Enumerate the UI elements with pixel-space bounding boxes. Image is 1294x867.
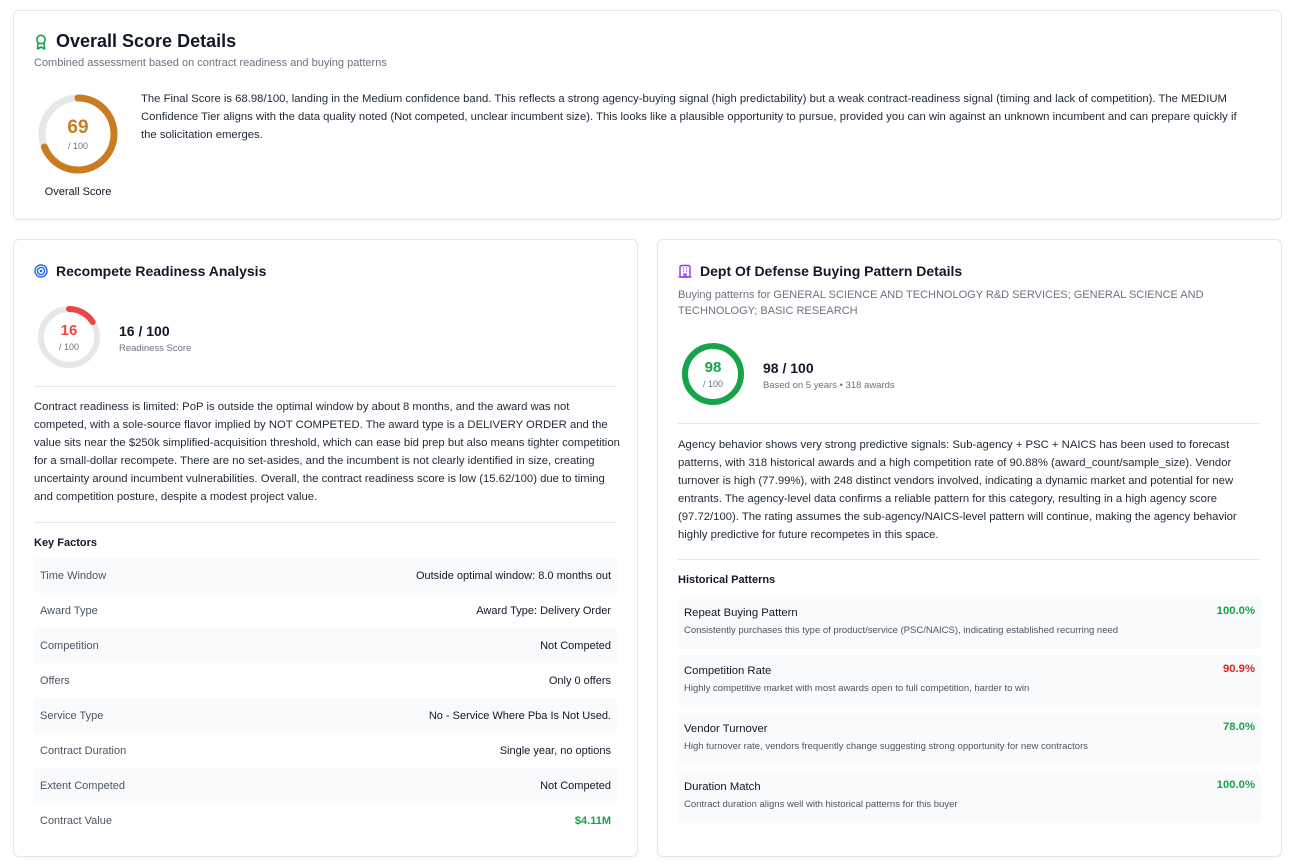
factor-label: Contract Duration — [40, 744, 127, 757]
agency-score-ring — [682, 343, 744, 405]
factor-label: Award Type — [40, 604, 98, 617]
readiness-card — [13, 239, 638, 857]
readiness-score-ring — [38, 306, 100, 368]
pattern-title: Duration Match — [684, 781, 761, 793]
target-icon — [34, 264, 48, 278]
key-factor-row — [34, 733, 617, 768]
overall-subtitle: Combined assessment based on contract readiness and buying patterns — [34, 57, 387, 69]
key-factor-row — [34, 593, 617, 628]
overall-score-ring — [37, 93, 119, 175]
key-factors-list — [34, 558, 617, 838]
key-factors-title: Key Factors — [34, 537, 97, 549]
overall-score-value: 69 — [67, 117, 89, 138]
overall-score-card — [13, 10, 1282, 220]
pattern-title: Repeat Buying Pattern — [684, 607, 798, 619]
agency-card — [657, 239, 1282, 857]
pattern-percent: 90.9% — [1222, 663, 1255, 675]
readiness-title: Recompete Readiness Analysis — [56, 263, 267, 279]
key-factor-row — [34, 663, 617, 698]
pattern-desc: Contract duration aligns well with historical patterns for this buyer — [684, 799, 958, 810]
readiness-score-label: Readiness Score — [119, 343, 192, 354]
factor-label: Offers — [40, 674, 70, 687]
readiness-score-value: 16 — [60, 322, 78, 339]
award-icon — [34, 34, 48, 50]
historical-patterns-list — [678, 597, 1261, 829]
agency-score-value: 98 — [704, 359, 722, 376]
factor-label: Time Window — [40, 569, 107, 582]
pattern-item — [678, 597, 1261, 649]
agency-score-text: 98 / 100 — [763, 360, 814, 376]
factor-value: Not Competed — [540, 779, 611, 792]
building-icon — [678, 264, 692, 278]
factor-value: Not Competed — [540, 639, 611, 652]
pattern-title: Competition Rate — [684, 665, 772, 677]
pattern-item — [678, 713, 1261, 765]
key-factor-row — [34, 628, 617, 663]
factor-label: Service Type — [40, 709, 104, 722]
readiness-score-text: 16 / 100 — [119, 323, 170, 339]
factor-value: $4.11M — [574, 814, 611, 827]
factor-value: Award Type: Delivery Order — [476, 604, 611, 617]
key-factor-row — [34, 558, 617, 593]
overall-title: Overall Score Details — [56, 31, 237, 51]
agency-title: Dept Of Defense Buying Pattern Details — [700, 263, 963, 279]
pattern-item — [678, 655, 1261, 707]
overall-score-denominator: / 100 — [67, 141, 89, 151]
factor-label: Contract Value — [40, 814, 112, 827]
pattern-item — [678, 771, 1261, 823]
factor-value: Only 0 offers — [548, 674, 611, 687]
agency-summary: Agency behavior shows very strong predictive signals: Sub-agency + PSC + NAICS has been used to forecast patterns, with 318 historical awards and a high competition rate of 90.88% (award_count/sample_size). Vendor turnover is high (77.99%), with 248 distinct vendors involved, indicating a dynamic market and potential for new entrants. The agency-level data confirms a reliable pattern for this category, resulting in a high agency score (97.72/100). The rating assumes the sub-agency/NAICS-level pattern will continue, making the agency behavior highly predictive for future recompetes in this space. — [678, 439, 1237, 541]
factor-label: Extent Competed — [40, 779, 125, 792]
key-factor-row — [34, 803, 617, 838]
pattern-title: Vendor Turnover — [684, 723, 768, 735]
pattern-percent: 100.0% — [1216, 779, 1255, 791]
factor-value: Single year, no options — [499, 744, 611, 757]
key-factor-row — [34, 698, 617, 733]
factor-value: Outside optimal window: 8.0 months out — [415, 569, 611, 582]
pattern-percent: 78.0% — [1222, 721, 1255, 733]
agency-score-label: Based on 5 years • 318 awards — [763, 380, 895, 391]
overall-score-label: Overall Score — [44, 186, 112, 198]
factor-value: No - Service Where Pba Is Not Used. — [428, 709, 611, 722]
readiness-score-denominator: / 100 — [58, 342, 80, 352]
agency-score-denominator: / 100 — [702, 379, 724, 389]
factor-label: Competition — [40, 639, 99, 652]
agency-subtitle: Buying patterns for GENERAL SCIENCE AND TECHNOLOGY R&D SERVICES; GENERAL SCIENCE AND TECHNOLOGY; BASIC RESEARCH — [678, 289, 1204, 317]
historical-patterns-title: Historical Patterns — [678, 574, 776, 586]
pattern-desc: High turnover rate, vendors frequently change suggesting strong opportunity for new contractors — [684, 741, 1088, 752]
key-factor-row — [34, 768, 617, 803]
pattern-percent: 100.0% — [1216, 605, 1255, 617]
overall-summary: The Final Score is 68.98/100, landing in the Medium confidence band. This reflects a strong agency-buying signal (high predictability) but a weak contract-readiness signal (timing and lack of competition). The MEDIUM Confidence Tier aligns with the data quality noted (Not competed, unclear incumbent size). This looks like a plausible opportunity to pursue, provided you can win against an unknown incumbent and can prepare quickly if the solicitation emerges. — [141, 93, 1237, 141]
pattern-desc: Consistently purchases this type of product/service (PSC/NAICS), indicating established recurring need — [684, 625, 1119, 636]
readiness-summary: Contract readiness is limited: PoP is outside the optimal window by about 8 months, and the award was not competed, with a sole-source flavor implied by NOT COMPETED. The award type is a DELIVERY ORDER and the value sits near the $250k simplified-acquisition threshold, which can ease bid prep but also means tighter competition for a small-dollar recompete. There are no set-asides, and the incumbent is not clearly identified in size, creating uncertainty around incumbent vulnerabilities. Overall, the contract readiness score is low (15.62/100) due to timing and competition posture, despite a modest project value. — [34, 401, 620, 503]
pattern-desc: Highly competitive market with most awards open to full competition, harder to win — [684, 683, 1030, 694]
